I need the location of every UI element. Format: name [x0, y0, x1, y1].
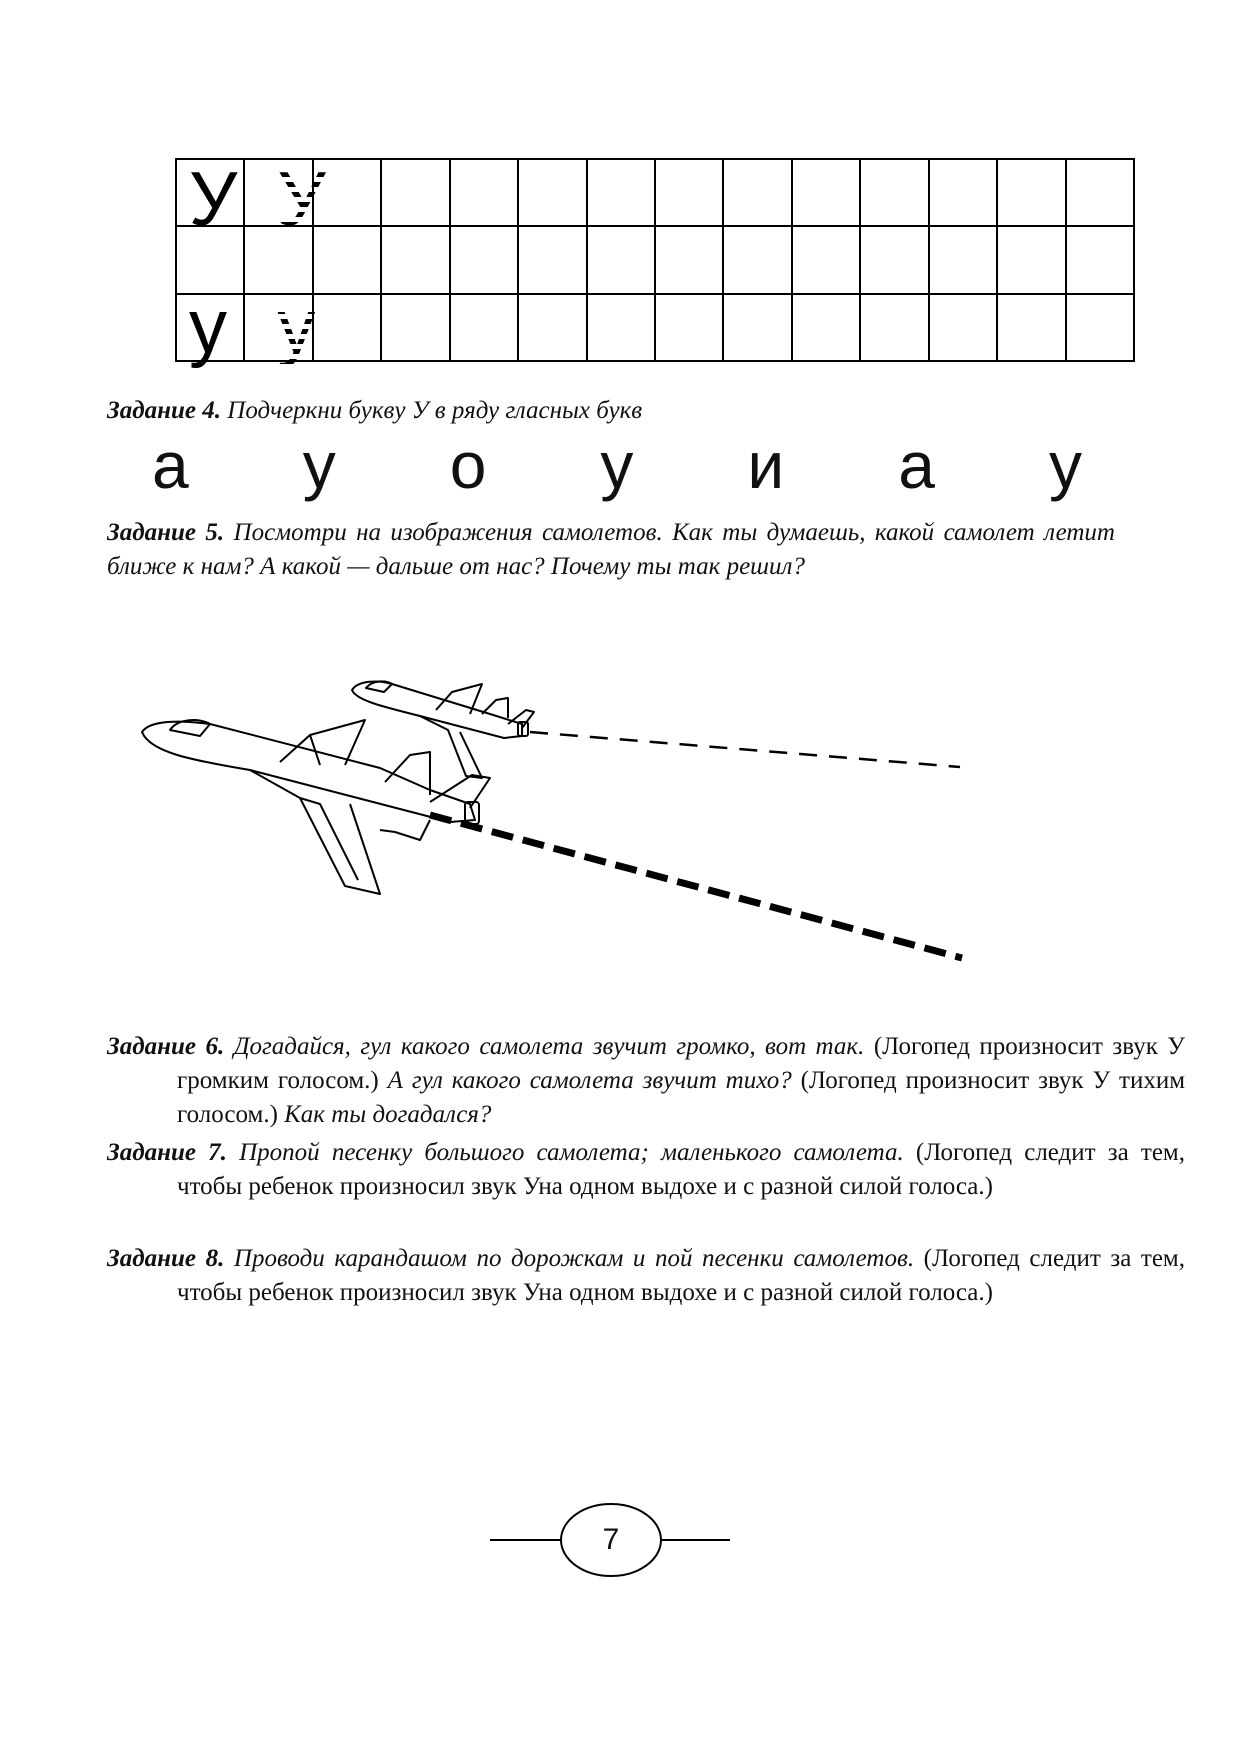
vowel-letter[interactable]: у [1048, 428, 1082, 502]
task-5-label: Задание 5. [107, 519, 225, 546]
grid-cell[interactable] [724, 160, 792, 227]
vowel-letter[interactable]: у [302, 428, 336, 502]
grid-cell[interactable] [451, 227, 519, 294]
small-airplane-icon [352, 681, 534, 778]
vowel-letter[interactable]: о [449, 428, 487, 502]
grid-cell[interactable] [930, 227, 998, 294]
grid-cell[interactable] [519, 160, 587, 227]
grid-cell[interactable] [656, 227, 724, 294]
grid-cell[interactable] [1067, 227, 1135, 294]
grid-cell[interactable] [314, 295, 382, 362]
task-7-part-2: (Логопед следит за тем, чтобы ребенок произносил звук Уна одном выдохе и с разной силой голоса.) [177, 1139, 1186, 1200]
page-number [490, 1500, 750, 1580]
grid-cell[interactable] [588, 295, 656, 362]
grid-cell[interactable] [588, 227, 656, 294]
sample-letter-lowercase: у [189, 283, 227, 369]
task-7 [107, 1136, 1185, 1204]
task-6-part-1: Догадайся, гул какого самолета звучит громко, вот так. [233, 1033, 865, 1060]
grid-cell[interactable] [588, 160, 656, 227]
vowel-letter[interactable]: а [898, 428, 935, 502]
grid-cell[interactable] [793, 295, 861, 362]
page-number-label: 7 [602, 1523, 620, 1556]
sample-letter-uppercase: У [189, 157, 238, 242]
task-5 [107, 516, 1115, 584]
grid-cell[interactable] [724, 295, 792, 362]
grid-cell[interactable] [451, 160, 519, 227]
grid-cell[interactable] [656, 160, 724, 227]
grid-cell[interactable] [793, 227, 861, 294]
task-5-text: Посмотри на изображения самолетов. Как ты думаешь, какой самолет летит ближе к нам? А какой — дальше от нас? Почему ты так решил? [107, 519, 1115, 580]
letter-copy-grid [175, 157, 1135, 369]
grid-cell[interactable] [861, 160, 929, 227]
dotted-letter-lowercase: у [277, 283, 316, 369]
task-8 [107, 1242, 1185, 1310]
grid-cell[interactable] [451, 295, 519, 362]
grid-cell[interactable] [382, 295, 450, 362]
big-airplane-icon [142, 720, 490, 894]
grid-cell[interactable] [861, 227, 929, 294]
task-8-label: Задание 8. [107, 1245, 225, 1272]
task-8-part-1: Проводи карандашом по дорожкам и пой песенки самолетов. [233, 1245, 915, 1272]
task-4 [107, 394, 1115, 428]
grid-cell[interactable] [1067, 160, 1135, 227]
vowel-letter[interactable]: и [747, 428, 785, 502]
task-6-part-3: А гул какого самолета звучит тихо? [387, 1067, 792, 1094]
quiet-path-dashed-line[interactable] [530, 732, 960, 767]
vowel-letter[interactable]: у [600, 428, 634, 502]
task-6-part-5: Как ты догадался? [284, 1101, 492, 1128]
grid-cell-trace-uppercase[interactable] [245, 157, 326, 242]
grid-cell[interactable] [930, 160, 998, 227]
grid-cell[interactable] [793, 160, 861, 227]
task-6-part-2: (Логопед произносит звук У громким голосом.) [177, 1033, 1185, 1094]
grid-cell[interactable] [519, 227, 587, 294]
vowel-letter[interactable]: а [152, 428, 189, 502]
task-6-label: Задание 6. [107, 1033, 225, 1060]
page-number-ornament [490, 1500, 750, 1580]
task-4-label: Задание 4. [107, 397, 222, 424]
task-7-label: Задание 7. [107, 1139, 227, 1166]
task-8-part-2: (Логопед следит за тем, чтобы ребенок произносил звук Уна одном выдохе и с разной силой голоса.) [177, 1245, 1185, 1306]
grid-cell[interactable] [1067, 295, 1135, 362]
grid-cell[interactable] [724, 227, 792, 294]
task-6-part-4: (Логопед произносит звук У тихим голосом.) [177, 1067, 1186, 1128]
vowel-row [152, 425, 1082, 505]
task-4-text: Подчеркни букву У в ряду гласных букв [227, 397, 643, 424]
grid-cell[interactable] [998, 227, 1066, 294]
grid-cell[interactable] [656, 295, 724, 362]
grid-cell[interactable] [998, 295, 1066, 362]
grid-cell[interactable] [314, 160, 382, 227]
dotted-letter-uppercase: У [277, 157, 326, 242]
grid-cell[interactable] [930, 295, 998, 362]
grid-cell-trace-lowercase[interactable] [245, 283, 316, 369]
task-6 [107, 1030, 1185, 1132]
grid-cell[interactable] [382, 160, 450, 227]
grid-cell-sample-lowercase [177, 283, 245, 369]
airplanes-illustration [130, 680, 1090, 1020]
loud-path-dashed-line[interactable] [430, 815, 962, 958]
grid-cell[interactable] [519, 295, 587, 362]
grid-cell-sample-uppercase [177, 157, 245, 242]
grid-cell[interactable] [861, 295, 929, 362]
grid-cell[interactable] [314, 227, 382, 294]
grid-cell[interactable] [382, 227, 450, 294]
grid-cell[interactable] [998, 160, 1066, 227]
task-7-part-1: Пропой песенку большого самолета; маленького самолета. [239, 1139, 904, 1166]
